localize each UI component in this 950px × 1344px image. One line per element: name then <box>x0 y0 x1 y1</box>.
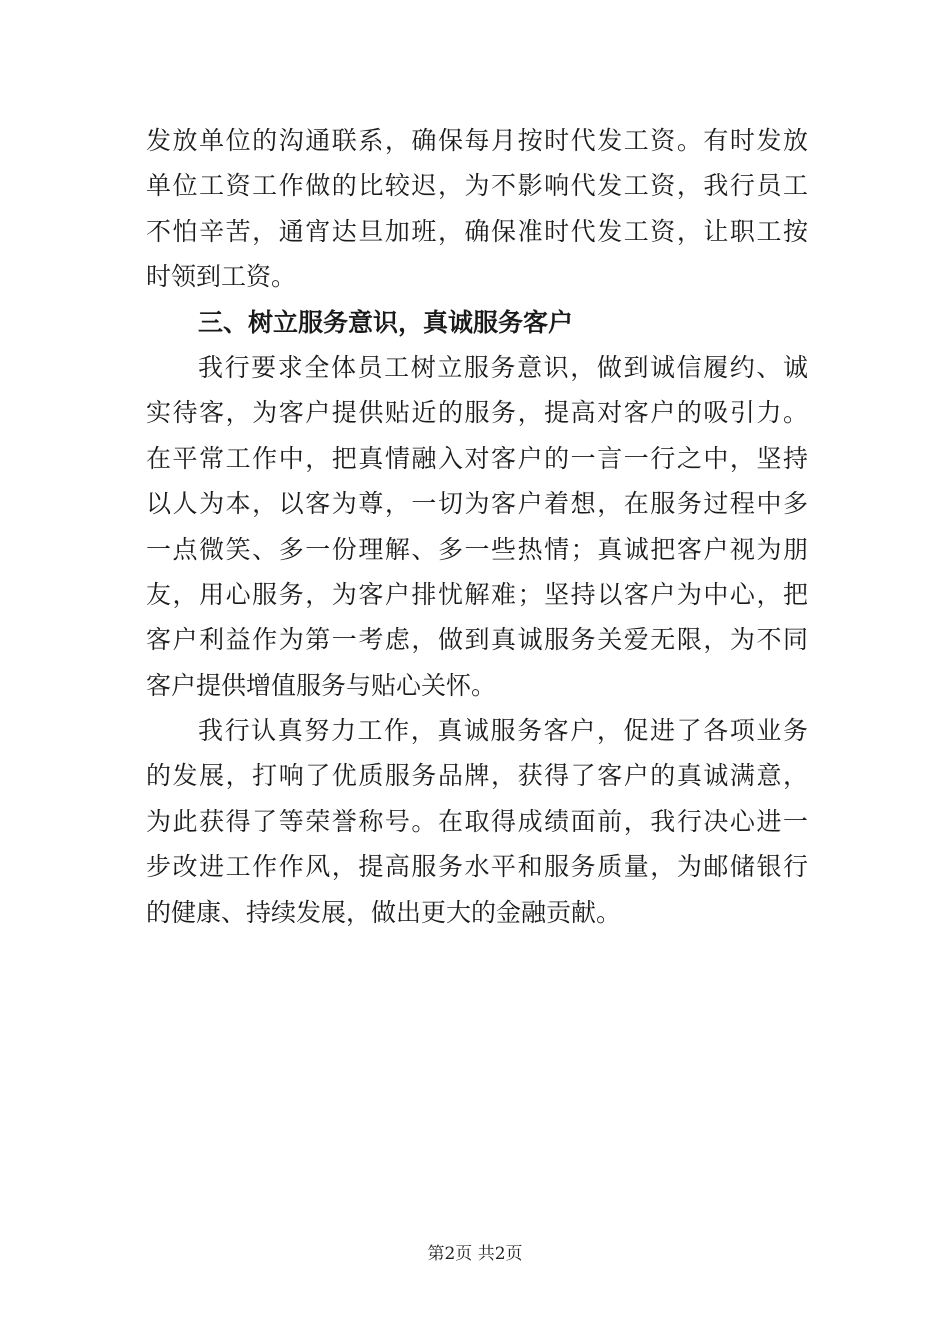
text-line: 我行认真努力工作，真诚服务客户，促进了各项业务 <box>198 716 808 746</box>
text-line: 我行要求全体员工树立服务意识，做到诚信履约、诚 <box>198 352 808 382</box>
text-line: 友，用心服务，为客户排忧解难；坚持以客户为中心，把 <box>146 579 808 609</box>
paragraph-wage-payment <box>146 118 808 300</box>
text-line: 单位工资工作做的比较迟，为不影响代发工资，我行员工 <box>146 171 808 201</box>
text-line: 客户利益作为第一考虑，做到真诚服务关爱无限，为不同 <box>146 625 808 655</box>
text-line: 一点微笑、多一份理解、多一些热情；真诚把客户视为朋 <box>146 534 808 564</box>
paragraph-service-awareness <box>146 345 808 708</box>
text-line: 的健康、持续发展，做出更大的金融贡献。 <box>146 897 622 927</box>
page-footer: 第2页 共2页 <box>427 1244 523 1264</box>
text-line: 在平常工作中，把真情融入对客户的一言一行之中，坚持 <box>146 443 808 473</box>
text-line: 的发展，打响了优质服务品牌，获得了客户的真诚满意， <box>146 761 808 791</box>
text-line: 步改进工作作风，提高服务水平和服务质量，为邮储银行 <box>146 852 808 882</box>
paragraph-conclusion <box>146 708 808 935</box>
text-line: 时领到工资。 <box>146 262 297 292</box>
text-line: 实待客，为客户提供贴近的服务，提高对客户的吸引力。 <box>146 398 808 428</box>
section-heading: 三、树立服务意识，真诚服务客户 <box>198 307 574 337</box>
document-body <box>146 118 808 935</box>
text-line: 以人为本，以客为尊，一切为客户着想，在服务过程中多 <box>146 489 808 519</box>
text-line: 为此获得了等荣誉称号。在取得成绩面前，我行决心进一 <box>146 806 808 836</box>
text-line: 不怕辛苦，通宵达旦加班，确保准时代发工资，让职工按 <box>146 216 808 246</box>
text-line: 发放单位的沟通联系，确保每月按时代发工资。有时发放 <box>146 126 808 155</box>
text-line: 客户提供增值服务与贴心关怀。 <box>146 670 497 700</box>
